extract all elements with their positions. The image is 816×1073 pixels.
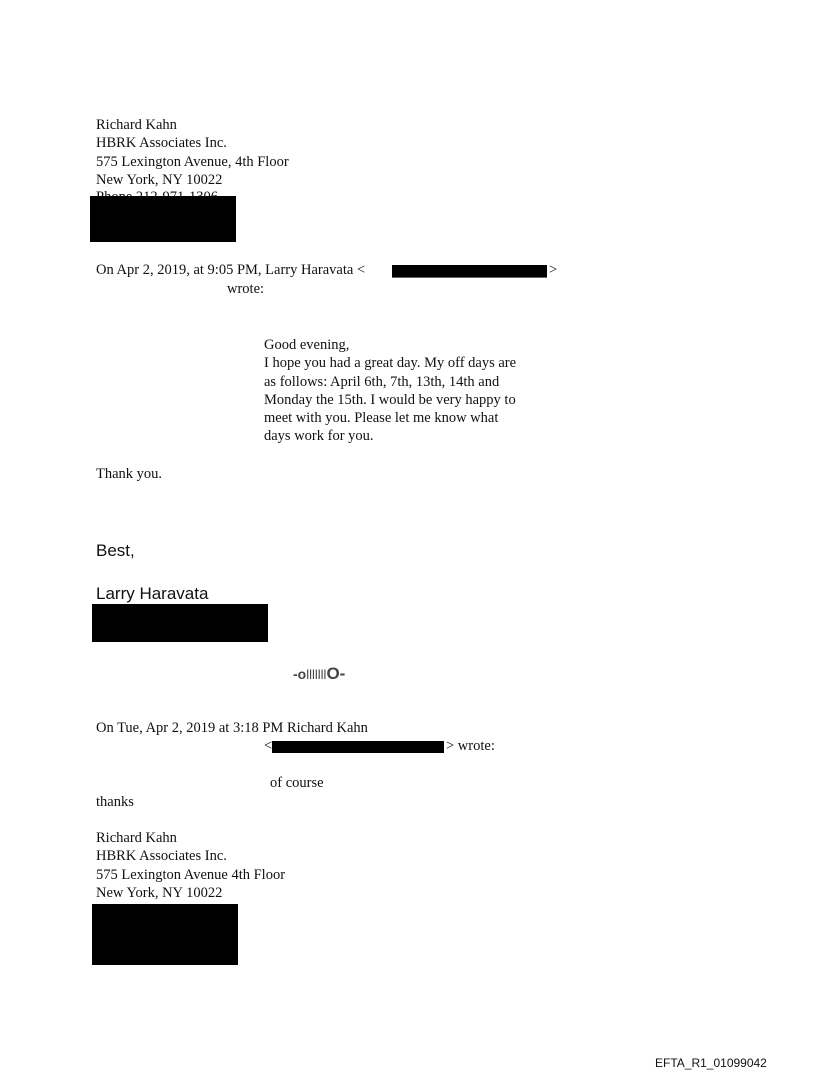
- signature-block: [96, 116, 289, 189]
- quote-line: Good evening,: [264, 337, 350, 353]
- quote-line: days work for you.: [264, 428, 374, 445]
- quote-body: of course: [270, 775, 324, 791]
- quote-header: On Tue, Apr 2, 2019 at 3:18 PM Richard Kahn: [96, 720, 368, 736]
- signature-company: HBRK Associates Inc.: [96, 135, 227, 152]
- quote-line: I hope you had a great day. My off days are: [264, 355, 517, 372]
- quote-line: meet with you. Please let me know what: [264, 410, 499, 427]
- document-id: EFTA_R1_01099042: [655, 1056, 767, 1070]
- signature-company: HBRK Associates Inc.: [96, 848, 227, 865]
- signature-name: Richard Kahn: [96, 830, 177, 846]
- signature-phone-clipped: [96, 188, 236, 196]
- quote-header-bracket: >: [549, 262, 558, 278]
- sender-name: Larry Haravata: [96, 584, 209, 603]
- email-link-underline: [392, 277, 547, 278]
- signature-city: New York, NY 10022: [96, 884, 223, 901]
- redacted-email: [392, 265, 547, 277]
- redaction-box: [90, 196, 236, 242]
- quote-header-wrote: > wrote:: [446, 738, 495, 754]
- signature-city: New York, NY 10022: [96, 171, 223, 188]
- closing-thanks: Thank you.: [96, 466, 163, 482]
- reply-thanks: thanks: [96, 794, 134, 810]
- quote-line: Monday the 15th. I would be very happy to: [264, 391, 516, 408]
- signature-address: 575 Lexington Avenue, 4th Floor: [96, 153, 289, 170]
- message-divider: [293, 664, 345, 684]
- signature-block: [96, 829, 285, 902]
- quote-body: [264, 336, 564, 446]
- quote-header-text: On Apr 2, 2019, at 9:05 PM, Larry Haravata <: [96, 262, 366, 278]
- redaction-box: [92, 604, 268, 642]
- quote-header: [96, 261, 365, 279]
- closing-best: Best,: [96, 541, 135, 560]
- divider-middle: lllllll: [306, 667, 327, 682]
- divider-right: O-: [326, 664, 346, 683]
- quote-line: as follows: April 6th, 7th, 13th, 14th and: [264, 373, 500, 390]
- signature-address: 575 Lexington Avenue 4th Floor: [96, 866, 286, 883]
- signature-name: Richard Kahn: [96, 117, 177, 133]
- divider-left: -o: [293, 666, 307, 682]
- redaction-box: [92, 904, 238, 965]
- quote-header-wrote: wrote:: [227, 281, 265, 297]
- quote-header-bracket: <: [264, 738, 273, 754]
- redacted-email: [272, 741, 444, 753]
